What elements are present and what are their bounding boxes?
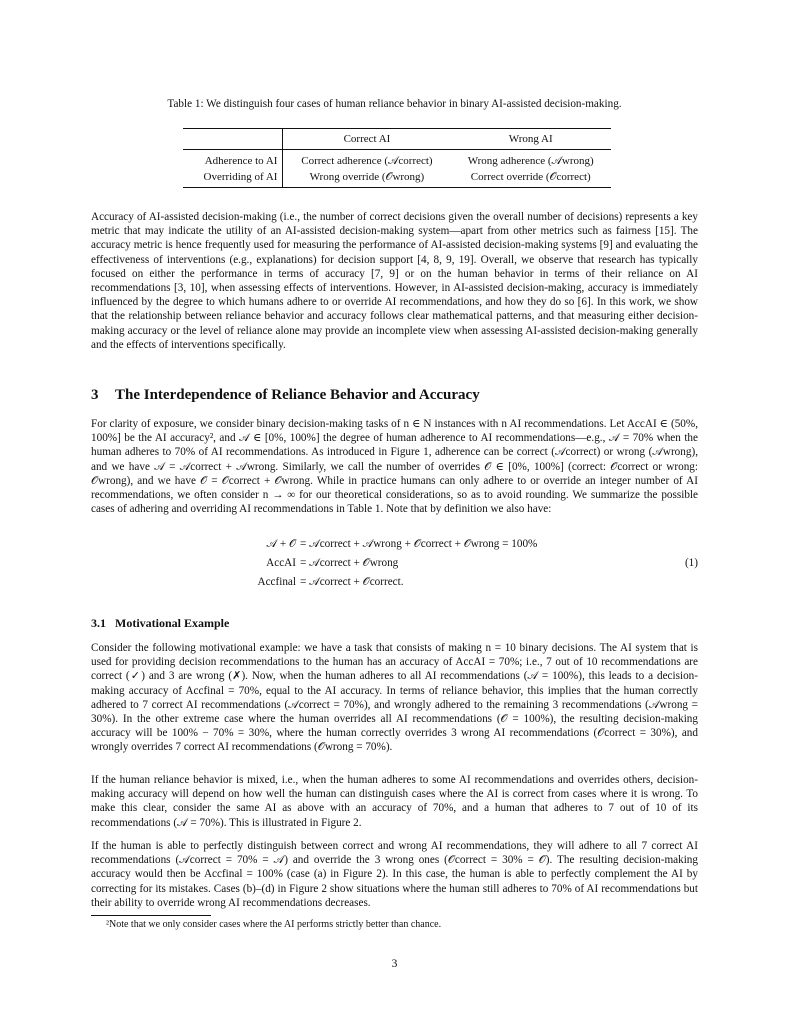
- equation-lhs: Accfinal: [257, 576, 296, 588]
- section-number: 3: [91, 387, 99, 403]
- subsection-title: Motivational Example: [115, 616, 230, 630]
- section-heading: [91, 387, 480, 404]
- footnote: ²Note that we only consider cases where the AI performs strictly better than chance.: [106, 919, 442, 930]
- table-cell: Wrong adherence (𝒜wrong): [467, 155, 594, 167]
- body-text: Consider the following motivational example: we have a task that consists of making n = 10 binary decisions. The AI system that is used for providing decision recommendations to the human has an accuracy of AccAI = 70%; i.e., 7 out of 10 recommendations are correct (✓) and 3 are wrong (✗). Now, when the human adheres to all AI recommendations (𝒜 = 100%), this leads to a decision-making accuracy of Accfinal = 70%, equal to the AI accuracy. In terms of reliance behavior, this implies that the human correctly adhered to 7 correct AI recommendations (𝒜correct = 70%), and wrongly adhered to the remaining 3 recommendations (𝒜wrong = 30%). In the other extreme case where the human overrides all AI recommendations (𝒪 = 100%), the resulting decision-making accuracy will be 100% − 70% = 30%, where the human correctly overrides 3 wrong AI recommendations (𝒪correct = 30%), and wrongly overrides 7 correct AI recommendations (𝒪wrong = 70%).: [91, 642, 698, 754]
- table-header-cell: Correct AI: [283, 129, 450, 150]
- section3-paragraph: [91, 417, 698, 516]
- body-text: For clarity of exposure, we consider binary decision-making tasks of n ∈ N instances with n AI recommendations. Let AccAI ∈ (50%, 100%] be the AI accuracy², and 𝒜 ∈ [0%, 100%] the degree of human adherence to AI recommendations—e.g., 𝒜 = 70% when the human adheres to 70% of AI recommendations. As introduced in Figure 1, adherence can be correct (𝒜correct) or wrong (𝒜wrong), and we have 𝒜 = 𝒜correct + 𝒜wrong. Similarly, we call the number of overrides 𝒪 ∈ [0%, 100%] (correct: 𝒪correct or wrong: 𝒪wrong), and we have 𝒪 = 𝒪correct + 𝒪wrong. While in practice humans can only adhere to or override an integer number of AI recommendations, we often consider n → ∞ for our theoretical considerations, so as to avoid rounding. We summarize the possible cases of adhering and overriding AI recommendations in Table 1. Note that by definition we also have:: [91, 418, 698, 516]
- table-header-row: [183, 129, 611, 150]
- equation-number: (1): [684, 557, 698, 569]
- equation-lhs: AccAI: [266, 557, 296, 569]
- table-cell: Adherence to AI: [183, 150, 283, 170]
- motivational-paragraph-3: [91, 839, 698, 910]
- footnote-rule: [91, 915, 211, 916]
- equation-lhs: 𝒜 + 𝒪: [266, 538, 296, 550]
- body-text: If the human reliance behavior is mixed, i.e., when the human adheres to some AI recommendations and overrides others, decision-making accuracy will depend on how well the human can distinguish cases where the AI is correct from cases where it is wrong. To make this clear, consider the same AI as above with an accuracy of 70%, and a human that adheres to 7 out of 10 of its recommendations (𝒜 = 70%). This is illustrated in Figure 2.: [91, 774, 698, 829]
- table-cell: Overriding of AI: [183, 169, 283, 188]
- motivational-paragraph-2: [91, 773, 698, 830]
- motivational-paragraph-1: [91, 641, 698, 755]
- table-caption: Table 1: We distinguish four cases of human reliance behavior in binary AI-assisted decision-making.: [167, 98, 622, 110]
- equation-rhs: = 𝒜correct + 𝒪wrong: [300, 557, 399, 569]
- table-header-cell: [183, 129, 283, 150]
- body-text: If the human is able to perfectly distinguish between correct and wrong AI recommendations, they will adhere to all 7 correct AI recommendations (𝒜correct = 70% = 𝒜) and override the 3 wrong ones (𝒪correct = 30% = 𝒪). The resulting decision-making accuracy would then be Accfinal = 100% (case (a) in Figure 2). In this case, the human is able to perfectly complement the AI by correcting for its mistakes. Cases (b)–(d) in Figure 2 show situations where the human still adheres to 70% of AI recommendations but their ability to override wrong AI recommendations decreases.: [91, 840, 698, 909]
- table-header-cell: Wrong AI: [450, 129, 611, 150]
- subsection-number: 3.1: [91, 616, 106, 630]
- table-row: [183, 150, 611, 170]
- body-text: Accuracy of AI-assisted decision-making (i.e., the number of correct decisions given the overall number of decisions) represents a key metric that may indicate the utility of an AI-assisted decision-making system—apart from other metrics such as fairness [15]. The accuracy metric is hence frequently used for measuring the performance of AI-assisted decision-making systems [9] and evaluating the effectiveness of interventions (e.g., explanations) for decision support [4, 8, 9, 19]. Overall, we observe that research has typically focused on either the performance in terms of accuracy [7, 9] or on the human behavior in terms of their reliance on AI recommendations [3, 10], when assessing effects of interventions. However, in AI-assisted decision-making, accuracy is immediately influenced by the degree to which humans adhere to or override AI recommendations, and how they do so [6]. In this work, we show that the relationship between reliance behavior and accuracy follows clear mathematical patterns, and that measuring either decision-making accuracy or the level of reliance alone may provide an incomplete view when assessing AI-assisted decision-making generally and the effects of interventions specifically.: [91, 211, 698, 351]
- table-cell: Wrong override (𝒪wrong): [283, 169, 450, 188]
- equation-rhs: = 𝒜correct + 𝒪correct.: [300, 576, 404, 588]
- page-number: 3: [391, 958, 398, 970]
- reliance-cases-table: [183, 128, 611, 188]
- section-title: The Interdependence of Reliance Behavior and Accuracy: [115, 387, 480, 403]
- table-row: [183, 169, 611, 188]
- intro-paragraph: [91, 210, 698, 352]
- table-cell: Correct override (𝒪correct): [450, 169, 611, 188]
- subsection-heading: [91, 616, 229, 631]
- table-cell: Correct adherence (𝒜correct): [301, 155, 433, 167]
- equation-rhs: = 𝒜correct + 𝒜wrong + 𝒪correct + 𝒪wrong = 100%: [300, 538, 538, 550]
